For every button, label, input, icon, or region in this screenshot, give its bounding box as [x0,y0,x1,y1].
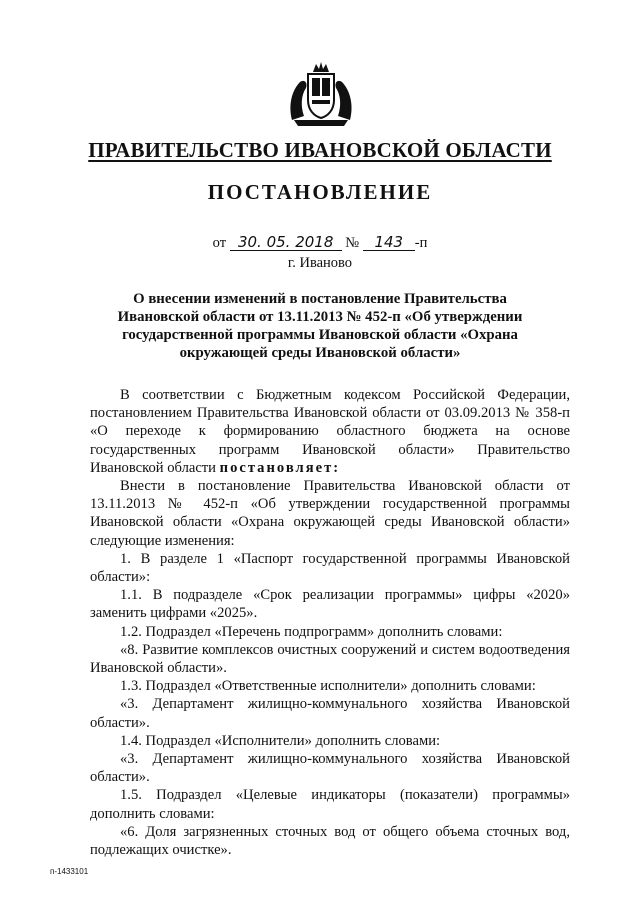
body-paragraph: 1.4. Подраздел «Исполнители» дополнить словами: [120,732,441,749]
body-paragraph: «3. Департамент жилищно-коммунального хозяйства Ивановской области». [90,751,570,786]
body-paragraph: «3. Департамент жилищно-коммунального хозяйства Ивановской области». [90,696,570,731]
body-paragraph: «6. Доля загрязненных сточных вод от общего объема сточных вод, подлежащих очистке». [90,823,570,859]
body-paragraph: 1.3. Подраздел «Ответственные исполнители» дополнить словами: [120,678,536,695]
preamble-text: В соответствии с Бюджетным кодексом Российской Федерации, постановлением Правительства Ивановской области от 03.09.2013 № 358-п «О переходе к формированию областного бюджета на основе государственных программ Ивановской области» Правительство Ивановской области [90,387,570,476]
document-title: О внесении изменений в постановление Правительства Ивановской области от 13.11.2013 № 452-п «Об утверждении государственной программы Ивановской области «Охрана окружающей среды Ивановской области» [117,291,523,361]
footer-code: п-1433101 [50,867,89,876]
organization-heading: ПРАВИТЕЛЬСТВО ИВАНОВСКОЙ ОБЛАСТИ [88,138,552,162]
coat-of-arms-icon [286,60,356,128]
number-sign: № [345,235,360,251]
body-paragraph: «8. Развитие комплексов очистных сооружений и систем водоотведения Ивановской области». [90,641,570,677]
body-paragraph: 1.2. Подраздел «Перечень подпрограмм» дополнить словами: [120,623,503,640]
body-paragraph: Внести в постановление Правительства Ивановской области от 13.11.2013 № 452-п «Об утверждении государственной программы Ивановской области «Охрана окружающей среды Ивановской области» следующие изменения: [90,478,570,549]
body-paragraph: 1. В разделе 1 «Паспорт государственной программы Ивановской области»: [90,550,570,586]
document-number: 143 [363,234,415,251]
document-body [90,386,570,859]
body-paragraph: 1.1. В подразделе «Срок реализации программы» цифры «2020» заменить цифрами «2025». [90,587,570,622]
document-type-heading: ПОСТАНОВЛЕНИЕ [207,180,433,204]
document-date: 30. 05. 2018 [230,234,342,251]
number-suffix: -п [414,235,428,251]
preamble-paragraph [90,386,570,477]
decree-word: постановляет: [219,459,341,476]
date-number-line [0,234,640,252]
body-paragraph: 1.5. Подраздел «Целевые индикаторы (показатели) программы» дополнить словами: [90,787,570,822]
date-prefix: от [212,235,227,251]
city-line: г. Иваново [287,255,353,271]
